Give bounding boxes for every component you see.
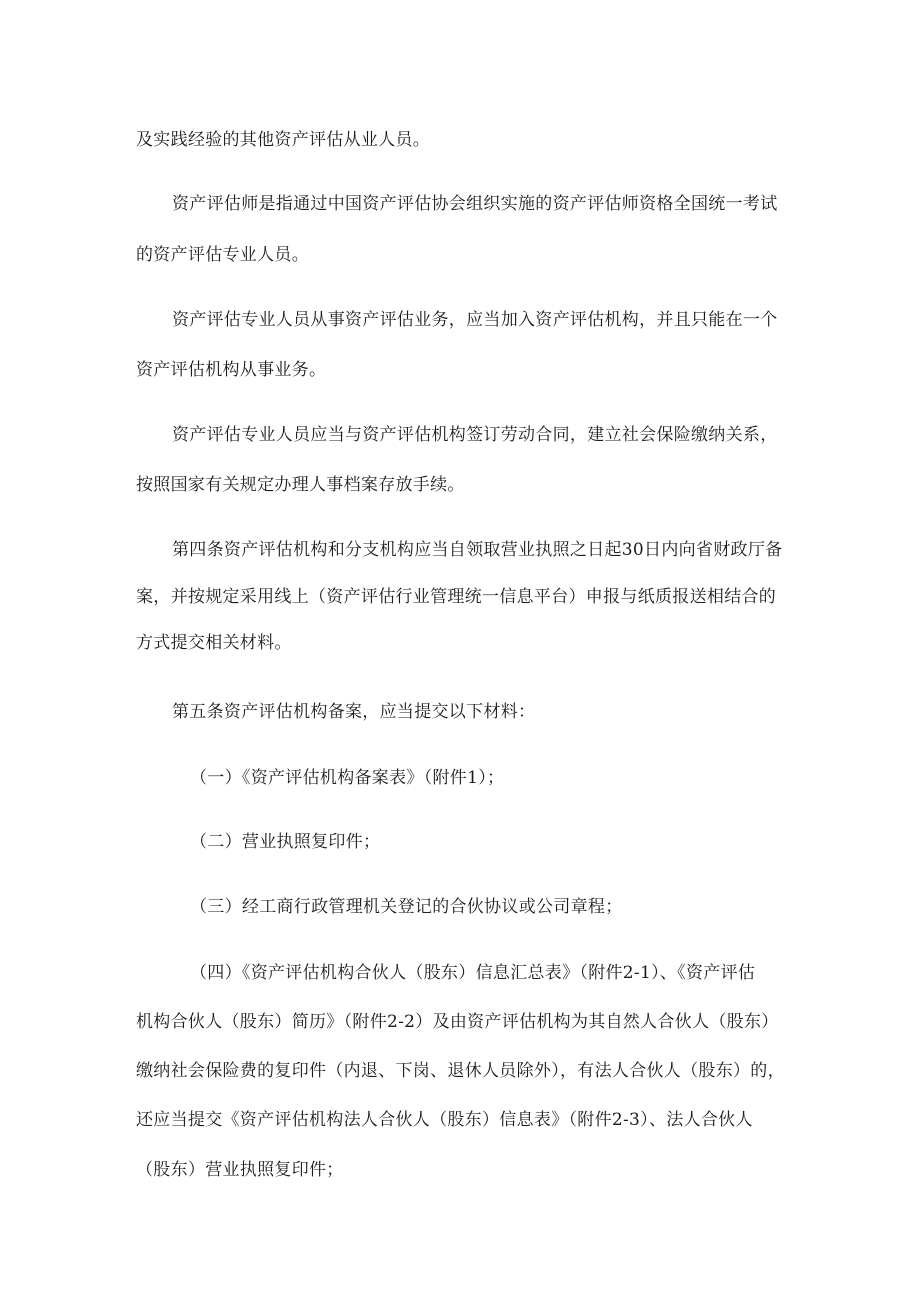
text-line: 第四条资产评估机构和分支机构应当自领取营业执照之日起30日内向省财政厅备 bbox=[172, 540, 783, 560]
text-line: 及实践经验的其他资产评估从业人员。 bbox=[136, 130, 431, 150]
text-line: （四）《资产评估机构合伙人（股东）信息汇总表》（附件2-1）、《资产评估 bbox=[190, 963, 756, 983]
text-line: （二）营业执照复印件； bbox=[190, 832, 381, 852]
text-line: 缴纳社会保险费的复印件（内退、下岗、退休人员除外），有法人合伙人（股东）的， bbox=[136, 1061, 785, 1081]
text-line: 案，并按规定采用线上（资产评估行业管理统一信息平台）申报与纸质报送相结合的 bbox=[136, 587, 777, 607]
text-line: 资产评估专业人员应当与资产评估机构签订劳动合同，建立社会保险缴纳关系， bbox=[172, 425, 778, 445]
text-line: 第五条资产评估机构备案，应当提交以下材料： bbox=[172, 702, 536, 722]
text-line: （三）经工商行政管理机关登记的合伙协议或公司章程； bbox=[190, 897, 623, 917]
text-line: 按照国家有关规定办理人事档案存放手续。 bbox=[136, 475, 465, 495]
text-line: 方式提交相关材料。 bbox=[136, 633, 292, 653]
text-line: （股东）营业执照复印件； bbox=[136, 1160, 344, 1180]
text-line: 的资产评估专业人员。 bbox=[136, 245, 309, 265]
text-line: 资产评估机构从事业务。 bbox=[136, 360, 327, 380]
text-line: 资产评估专业人员从事资产评估业务，应当加入资产评估机构，并且只能在一个 bbox=[172, 310, 778, 330]
text-line: 资产评估师是指通过中国资产评估协会组织实施的资产评估师资格全国统一考试 bbox=[172, 194, 778, 214]
text-line: 还应当提交《资产评估机构法人合伙人（股东）信息表》（附件2-3）、法人合伙人 bbox=[136, 1110, 753, 1130]
text-line: （一）《资产评估机构备案表》（附件1）； bbox=[190, 768, 505, 788]
text-line: 机构合伙人（股东）简历》（附件2-2）及由资产评估机构为其自然人合伙人（股东） bbox=[136, 1012, 779, 1032]
